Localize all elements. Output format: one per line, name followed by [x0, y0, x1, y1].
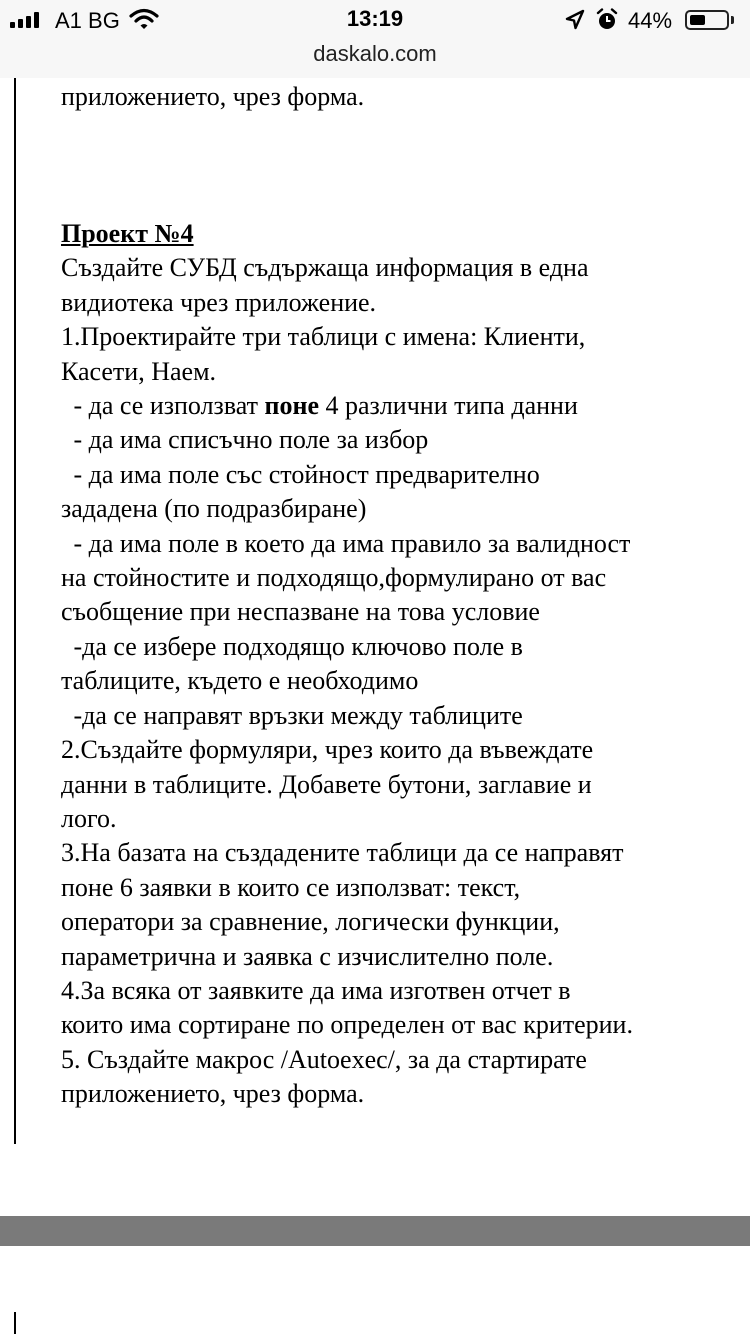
- text-line: - да има поле в което да има правило за валидност: [67, 528, 631, 558]
- project-4-text: [61, 217, 741, 1112]
- document-view[interactable]: [0, 78, 750, 1334]
- battery-icon: [685, 10, 729, 30]
- text-line: зададена (по подразбиране): [61, 494, 367, 524]
- project-heading: Проект №4: [61, 219, 194, 248]
- text-line: 4.За всяка от заявките да има изготвен отчет в: [61, 975, 571, 1005]
- alarm-icon: [596, 8, 618, 38]
- text-line: Касети, Наем.: [61, 356, 217, 386]
- page-separator: [0, 1216, 750, 1246]
- text-line: -да се избере подходящо ключово поле в: [67, 631, 523, 661]
- text-line: които има сортиране по определен от вас критерии.: [61, 1010, 633, 1040]
- page-margin-line: [14, 78, 16, 1144]
- location-icon: [564, 9, 586, 37]
- battery-fill: [690, 15, 705, 25]
- next-page-margin-line: [14, 1312, 16, 1334]
- text-span: - да се използват: [67, 391, 265, 421]
- bold-word: поне: [264, 391, 320, 421]
- text-line: [61, 389, 741, 423]
- text-line: 5. Създайте макрос /Autoexec/, за да стартирате: [61, 1044, 587, 1074]
- text-line: 2.Създайте формуляри, чрез които да въвеждате: [61, 735, 594, 765]
- carrier-name: A1 BG: [55, 8, 120, 33]
- text-line: оператори за сравнение, логически функции,: [61, 907, 560, 937]
- text-line: таблиците, където е необходимо: [61, 666, 419, 696]
- text-line: параметрична и заявка с изчислително поле.: [61, 941, 554, 971]
- text-line: приложението, чрез форма.: [61, 1079, 365, 1109]
- text-line: 3.На базата на създадените таблици да се направят: [61, 838, 624, 868]
- battery-tip: [731, 16, 734, 24]
- text-span: 4 различни типа данни: [319, 391, 578, 421]
- battery-percent: 44%: [628, 8, 673, 33]
- text-line: - да има поле със стойност предварително: [67, 459, 540, 489]
- previous-project-tail: [61, 80, 741, 114]
- text-line: съобщение при неспазване на това условие: [61, 597, 540, 627]
- text-line: -да се направят връзки между таблиците: [67, 700, 523, 730]
- text-line: поне 6 заявки в които се използват: текст,: [61, 872, 521, 902]
- text-line: лого.: [61, 803, 117, 833]
- address-bar[interactable]: [0, 40, 750, 78]
- clock-time: 13:19: [346, 6, 404, 31]
- text-line: на стойностите и подходящо,формулирано от вас: [61, 563, 607, 593]
- text-line: данни в таблиците. Добавете бутони, заглавие и: [61, 769, 592, 799]
- status-bar: [0, 0, 750, 40]
- text-line: 1.Проектирайте три таблици с имена: Клиенти,: [61, 322, 586, 352]
- text-line: приложението, чрез форма.: [61, 82, 365, 111]
- text-line: Създайте СУБД съдържаща информация в една: [61, 253, 589, 283]
- text-line: - да има списъчно поле за избор: [67, 425, 429, 455]
- text-line: видиотека чрез приложение.: [61, 287, 377, 317]
- url-text: daskalo.com: [313, 41, 437, 66]
